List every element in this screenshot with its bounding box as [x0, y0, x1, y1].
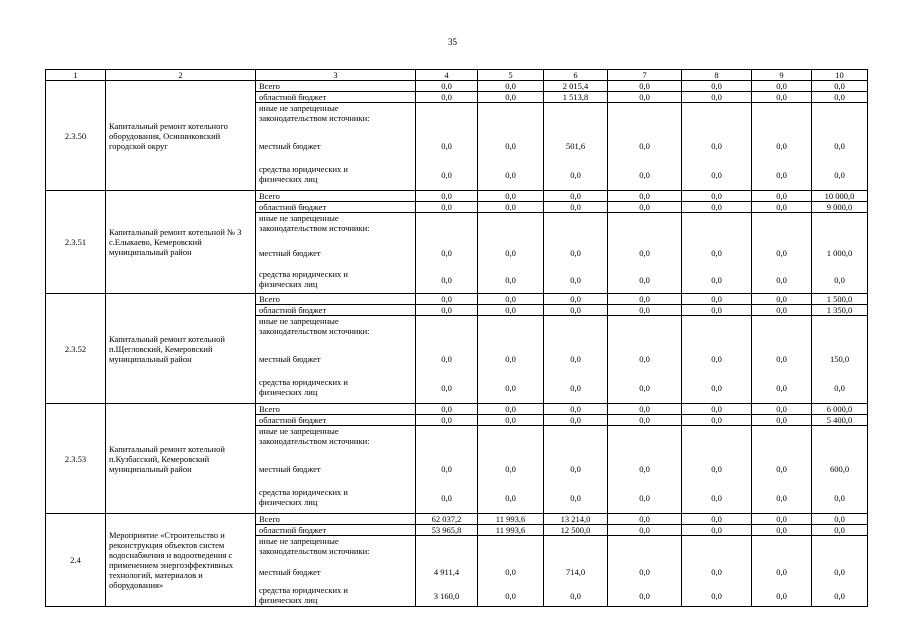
value-cell-other: [608, 426, 682, 514]
value-cell-other: [752, 426, 812, 514]
value-total: 0,0: [478, 81, 544, 92]
group-row-total: [46, 294, 868, 305]
value-regional: 0,0: [478, 202, 544, 213]
value-total: 0,0: [416, 294, 478, 305]
value-legal: 0,0: [776, 591, 787, 601]
value-total: 0,0: [752, 191, 812, 202]
value-legal: 0,0: [776, 383, 787, 393]
source-other-line2: законодательством источники:: [259, 546, 370, 556]
value-cell-other: [608, 316, 682, 404]
value-local: 0,0: [834, 567, 845, 577]
source-legal-line1: средства юридических и: [259, 164, 348, 174]
value-total: 6 000,0: [812, 404, 868, 415]
value-local: 0,0: [505, 354, 516, 364]
value-local: 0,0: [441, 354, 452, 364]
value-legal: 0,0: [441, 493, 452, 503]
source-legal-line1: средства юридических и: [259, 377, 348, 387]
value-legal: 0,0: [834, 170, 845, 180]
value-total: 62 037,2: [416, 514, 478, 525]
item-name: Капитальный ремонт котельного оборудования, Осинниковский городской округ: [106, 81, 256, 191]
source-legal-line1: средства юридических и: [259, 487, 348, 497]
value-cell-other: [608, 536, 682, 607]
value-regional: 53 965,8: [416, 525, 478, 536]
value-regional: 0,0: [608, 305, 682, 316]
source-regional: областной бюджет: [256, 92, 416, 103]
item-number: 2.3.52: [46, 294, 106, 404]
column-header: 4: [416, 70, 478, 81]
value-regional: 0,0: [752, 305, 812, 316]
value-total: 0,0: [416, 191, 478, 202]
value-total: 0,0: [752, 294, 812, 305]
value-legal: 0,0: [711, 493, 722, 503]
item-name: Капитальный ремонт котельной п.Кузбасский, Кемеровский муниципальный район: [106, 404, 256, 514]
value-total: 0,0: [608, 294, 682, 305]
value-regional: 0,0: [478, 415, 544, 426]
value-legal: 0,0: [776, 275, 787, 285]
value-total: 0,0: [682, 404, 752, 415]
source-total: Всего: [256, 404, 416, 415]
value-legal: 0,0: [441, 170, 452, 180]
source-other-line2: законодательством источники:: [259, 326, 370, 336]
value-cell-other: [416, 536, 478, 607]
source-other: [256, 316, 416, 404]
value-regional: 0,0: [812, 92, 868, 103]
value-regional: 0,0: [682, 525, 752, 536]
value-local: 0,0: [639, 354, 650, 364]
value-local: 0,0: [441, 464, 452, 474]
value-total: 0,0: [608, 191, 682, 202]
value-legal: 0,0: [776, 493, 787, 503]
value-cell-other: [544, 103, 608, 191]
value-local: 0,0: [441, 141, 452, 151]
value-local: 0,0: [639, 464, 650, 474]
value-total: 0,0: [478, 294, 544, 305]
value-cell-other: [752, 536, 812, 607]
value-local: 0,0: [639, 248, 650, 258]
item-number: 2.3.53: [46, 404, 106, 514]
source-other-line2: законодательством источники:: [259, 436, 370, 446]
value-total: 0,0: [682, 514, 752, 525]
value-legal: 0,0: [834, 275, 845, 285]
source-other-line1: иные не запрещенные: [259, 316, 339, 326]
value-legal: 3 160,0: [433, 591, 460, 601]
value-total: 0,0: [752, 404, 812, 415]
column-header: 7: [608, 70, 682, 81]
value-legal: 0,0: [711, 383, 722, 393]
value-legal: 0,0: [441, 275, 452, 285]
value-local: 0,0: [639, 567, 650, 577]
source-legal-line2: физических лиц: [259, 595, 318, 605]
value-local: 0,0: [776, 354, 787, 364]
source-local: местный бюджет: [259, 354, 321, 364]
value-cell-other: [478, 536, 544, 607]
value-regional: 9 000,0: [812, 202, 868, 213]
value-legal: 0,0: [711, 170, 722, 180]
value-total: 0,0: [608, 81, 682, 92]
value-total: 0,0: [752, 81, 812, 92]
value-cell-other: [752, 103, 812, 191]
value-cell-other: [478, 213, 544, 294]
value-regional: 12 500,0: [544, 525, 608, 536]
value-regional: 0,0: [608, 202, 682, 213]
source-other-line1: иные не запрещенные: [259, 213, 339, 223]
value-legal: 0,0: [711, 275, 722, 285]
value-local: 0,0: [834, 141, 845, 151]
group-row-total: [46, 81, 868, 92]
value-total: 0,0: [544, 404, 608, 415]
source-other-line2: законодательством источники:: [259, 223, 370, 233]
value-local: 0,0: [776, 464, 787, 474]
source-regional: областной бюджет: [256, 305, 416, 316]
value-cell-other: [478, 103, 544, 191]
value-total: 0,0: [682, 191, 752, 202]
value-regional: 0,0: [478, 305, 544, 316]
value-total: 0,0: [416, 404, 478, 415]
column-header: 5: [478, 70, 544, 81]
value-total: 0,0: [478, 191, 544, 202]
value-local: 0,0: [776, 248, 787, 258]
value-cell-other: [544, 426, 608, 514]
source-other-line1: иные не запрещенные: [259, 426, 339, 436]
value-local: 0,0: [570, 464, 581, 474]
item-name: Капитальный ремонт котельной № 3 с.Елыкаево, Кемеровский муниципальный район: [106, 191, 256, 294]
value-regional: 0,0: [682, 305, 752, 316]
value-local: 1 000,0: [826, 248, 853, 258]
value-total: 11 993,6: [478, 514, 544, 525]
value-local: 0,0: [505, 567, 516, 577]
value-legal: 0,0: [570, 383, 581, 393]
value-cell-other: [478, 316, 544, 404]
value-cell-other: [812, 213, 868, 294]
value-legal: 0,0: [776, 170, 787, 180]
value-legal: 0,0: [441, 383, 452, 393]
value-total: 13 214,0: [544, 514, 608, 525]
value-regional: 1 513,8: [544, 92, 608, 103]
value-legal: 0,0: [639, 170, 650, 180]
source-local: местный бюджет: [259, 141, 321, 151]
value-total: 0,0: [608, 514, 682, 525]
group-row-total: [46, 191, 868, 202]
value-regional: 1 350,0: [812, 305, 868, 316]
value-cell-other: [812, 536, 868, 607]
value-cell-other: [682, 316, 752, 404]
value-total: 0,0: [682, 294, 752, 305]
value-local: 0,0: [505, 248, 516, 258]
value-local: 714,0: [565, 567, 586, 577]
value-cell-other: [682, 536, 752, 607]
source-regional: областной бюджет: [256, 202, 416, 213]
value-legal: 0,0: [505, 383, 516, 393]
source-other: [256, 103, 416, 191]
source-legal-line2: физических лиц: [259, 279, 318, 289]
source-total: Всего: [256, 191, 416, 202]
value-legal: 0,0: [834, 383, 845, 393]
value-legal: 0,0: [711, 591, 722, 601]
value-local: 0,0: [776, 141, 787, 151]
value-local: 0,0: [570, 248, 581, 258]
column-header: 10: [812, 70, 868, 81]
column-header: 2: [106, 70, 256, 81]
value-cell-other: [544, 536, 608, 607]
value-cell-other: [752, 213, 812, 294]
value-total: 0,0: [478, 404, 544, 415]
source-other-line1: иные не запрещенные: [259, 103, 339, 113]
value-cell-other: [752, 316, 812, 404]
value-legal: 0,0: [834, 493, 845, 503]
value-cell-other: [608, 103, 682, 191]
value-regional: 0,0: [752, 202, 812, 213]
value-regional: 0,0: [682, 415, 752, 426]
source-total: Всего: [256, 294, 416, 305]
value-local: 0,0: [711, 567, 722, 577]
source-local: местный бюджет: [259, 248, 321, 258]
group-row-total: [46, 404, 868, 415]
value-regional: 0,0: [752, 525, 812, 536]
value-cell-other: [682, 426, 752, 514]
value-local: 0,0: [711, 248, 722, 258]
value-regional: 5 400,0: [812, 415, 868, 426]
source-regional: областной бюджет: [256, 525, 416, 536]
value-cell-other: [608, 213, 682, 294]
value-local: 0,0: [711, 141, 722, 151]
source-local: местный бюджет: [259, 567, 321, 577]
value-local: 501,6: [565, 141, 586, 151]
value-legal: 0,0: [639, 591, 650, 601]
value-regional: 11 993,6: [478, 525, 544, 536]
budget-table: [45, 69, 868, 607]
value-legal: 0,0: [639, 275, 650, 285]
value-total: 10 000,0: [812, 191, 868, 202]
value-legal: 0,0: [505, 591, 516, 601]
group-row-total: [46, 514, 868, 525]
value-regional: 0,0: [812, 525, 868, 536]
value-regional: 0,0: [608, 525, 682, 536]
value-local: 600,0: [829, 464, 850, 474]
value-local: 0,0: [441, 248, 452, 258]
value-regional: 0,0: [544, 305, 608, 316]
table-body: [46, 70, 868, 607]
value-total: 0,0: [416, 81, 478, 92]
source-total: Всего: [256, 514, 416, 525]
value-legal: 0,0: [570, 275, 581, 285]
item-number: 2.3.51: [46, 191, 106, 294]
value-regional: 0,0: [752, 92, 812, 103]
value-cell-other: [812, 103, 868, 191]
value-cell-other: [416, 213, 478, 294]
source-other-line1: иные не запрещенные: [259, 536, 339, 546]
value-local: 0,0: [570, 354, 581, 364]
value-local: 4 911,4: [433, 567, 460, 577]
value-local: 0,0: [711, 464, 722, 474]
value-legal: 0,0: [505, 275, 516, 285]
value-local: 0,0: [505, 141, 516, 151]
column-header: 9: [752, 70, 812, 81]
value-cell-other: [812, 426, 868, 514]
column-header: 3: [256, 70, 416, 81]
value-regional: 0,0: [416, 305, 478, 316]
value-regional: 0,0: [478, 92, 544, 103]
value-local: 0,0: [639, 141, 650, 151]
value-legal: 0,0: [834, 591, 845, 601]
value-local: 0,0: [711, 354, 722, 364]
value-regional: 0,0: [682, 202, 752, 213]
value-local: 0,0: [776, 567, 787, 577]
value-regional: 0,0: [416, 202, 478, 213]
value-total: 0,0: [544, 294, 608, 305]
value-legal: 0,0: [570, 493, 581, 503]
value-cell-other: [812, 316, 868, 404]
source-local: местный бюджет: [259, 464, 321, 474]
item-number: 2.3.50: [46, 81, 106, 191]
value-total: 0,0: [544, 191, 608, 202]
source-legal-line2: физических лиц: [259, 174, 318, 184]
value-cell-other: [544, 213, 608, 294]
value-total: 2 015,4: [544, 81, 608, 92]
value-cell-other: [416, 426, 478, 514]
value-legal: 0,0: [639, 383, 650, 393]
value-total: 0,0: [608, 404, 682, 415]
column-header: 1: [46, 70, 106, 81]
value-total: 0,0: [812, 81, 868, 92]
item-name: Капитальный ремонт котельной п.Щегловский, Кемеровский муниципальный район: [106, 294, 256, 404]
item-name: Мероприятие «Строительство и реконструкция объектов систем водоснабжения и водоотведения с применением энергоэффективных технологий, материалов и оборудования»: [106, 514, 256, 607]
value-regional: 0,0: [544, 202, 608, 213]
source-legal-line1: средства юридических и: [259, 269, 348, 279]
source-regional: областной бюджет: [256, 415, 416, 426]
source-legal-line1: средства юридических и: [259, 585, 348, 595]
page-number: 35: [448, 37, 457, 47]
source-other: [256, 426, 416, 514]
value-regional: 0,0: [544, 415, 608, 426]
value-local: 150,0: [829, 354, 850, 364]
source-legal-line2: физических лиц: [259, 387, 318, 397]
value-total: 0,0: [752, 514, 812, 525]
value-cell-other: [544, 316, 608, 404]
value-regional: 0,0: [608, 415, 682, 426]
value-legal: 0,0: [570, 591, 581, 601]
value-cell-other: [416, 103, 478, 191]
value-cell-other: [682, 213, 752, 294]
value-legal: 0,0: [639, 493, 650, 503]
value-regional: 0,0: [682, 92, 752, 103]
header-row: [46, 70, 868, 81]
value-legal: 0,0: [570, 170, 581, 180]
source-other: [256, 213, 416, 294]
column-header: 8: [682, 70, 752, 81]
column-header: 6: [544, 70, 608, 81]
value-local: 0,0: [505, 464, 516, 474]
value-legal: 0,0: [505, 493, 516, 503]
value-cell-other: [416, 316, 478, 404]
value-regional: 0,0: [752, 415, 812, 426]
item-number: 2.4: [46, 514, 106, 607]
value-total: 0,0: [682, 81, 752, 92]
source-total: Всего: [256, 81, 416, 92]
value-cell-other: [682, 103, 752, 191]
source-other: [256, 536, 416, 607]
value-regional: 0,0: [416, 92, 478, 103]
value-regional: 0,0: [416, 415, 478, 426]
source-legal-line2: физических лиц: [259, 497, 318, 507]
value-total: 1 500,0: [812, 294, 868, 305]
source-other-line2: законодательством источники:: [259, 113, 370, 123]
value-total: 0,0: [812, 514, 868, 525]
value-regional: 0,0: [608, 92, 682, 103]
value-legal: 0,0: [505, 170, 516, 180]
value-cell-other: [478, 426, 544, 514]
